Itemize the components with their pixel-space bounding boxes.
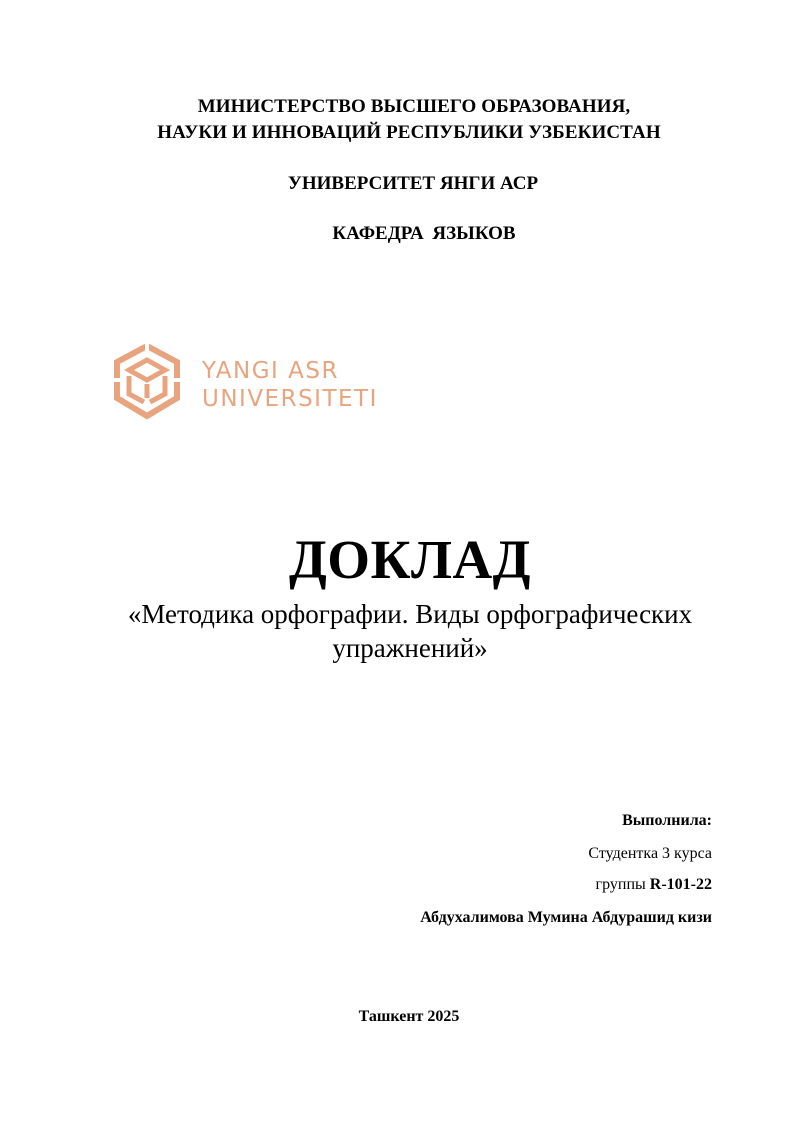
city-and-year: Ташкент 2025 — [358, 1008, 460, 1025]
student-course: Студентка 3 курса — [588, 845, 712, 862]
university-logo — [110, 340, 390, 430]
author-name: Абдухалимова Мумина Абдурашид кизи — [420, 909, 712, 926]
group-code: R-101-22 — [649, 876, 712, 893]
ministry-title-line-1: МИНИСТЕРСТВО ВЫСШЕГО ОБРАЗОВАНИЯ, — [197, 96, 631, 117]
report-topic-line-2: упражнений» — [332, 633, 488, 663]
department-name: КАФЕДРА ЯЗЫКОВ — [332, 223, 516, 244]
ministry-title-line-2: НАУКИ И ИННОВАЦИЙ РЕСПУБЛИКИ УЗБЕКИСТАН — [157, 122, 661, 143]
university-name: УНИВЕРСИТЕТ ЯНГИ АСР — [287, 173, 539, 194]
group-prefix: группы — [595, 876, 646, 893]
student-group — [596, 876, 712, 894]
report-topic-line-1: «Методика орфографии. Виды орфографических — [127, 599, 693, 629]
performed-by-label: Выполнила: — [622, 812, 712, 829]
report-title: ДОКЛАД — [288, 529, 532, 590]
logo-graphic — [110, 340, 390, 430]
logo-text-line-1: YANGI ASR — [202, 358, 339, 384]
logo-text-line-2: UNIVERSITETI — [202, 386, 378, 412]
